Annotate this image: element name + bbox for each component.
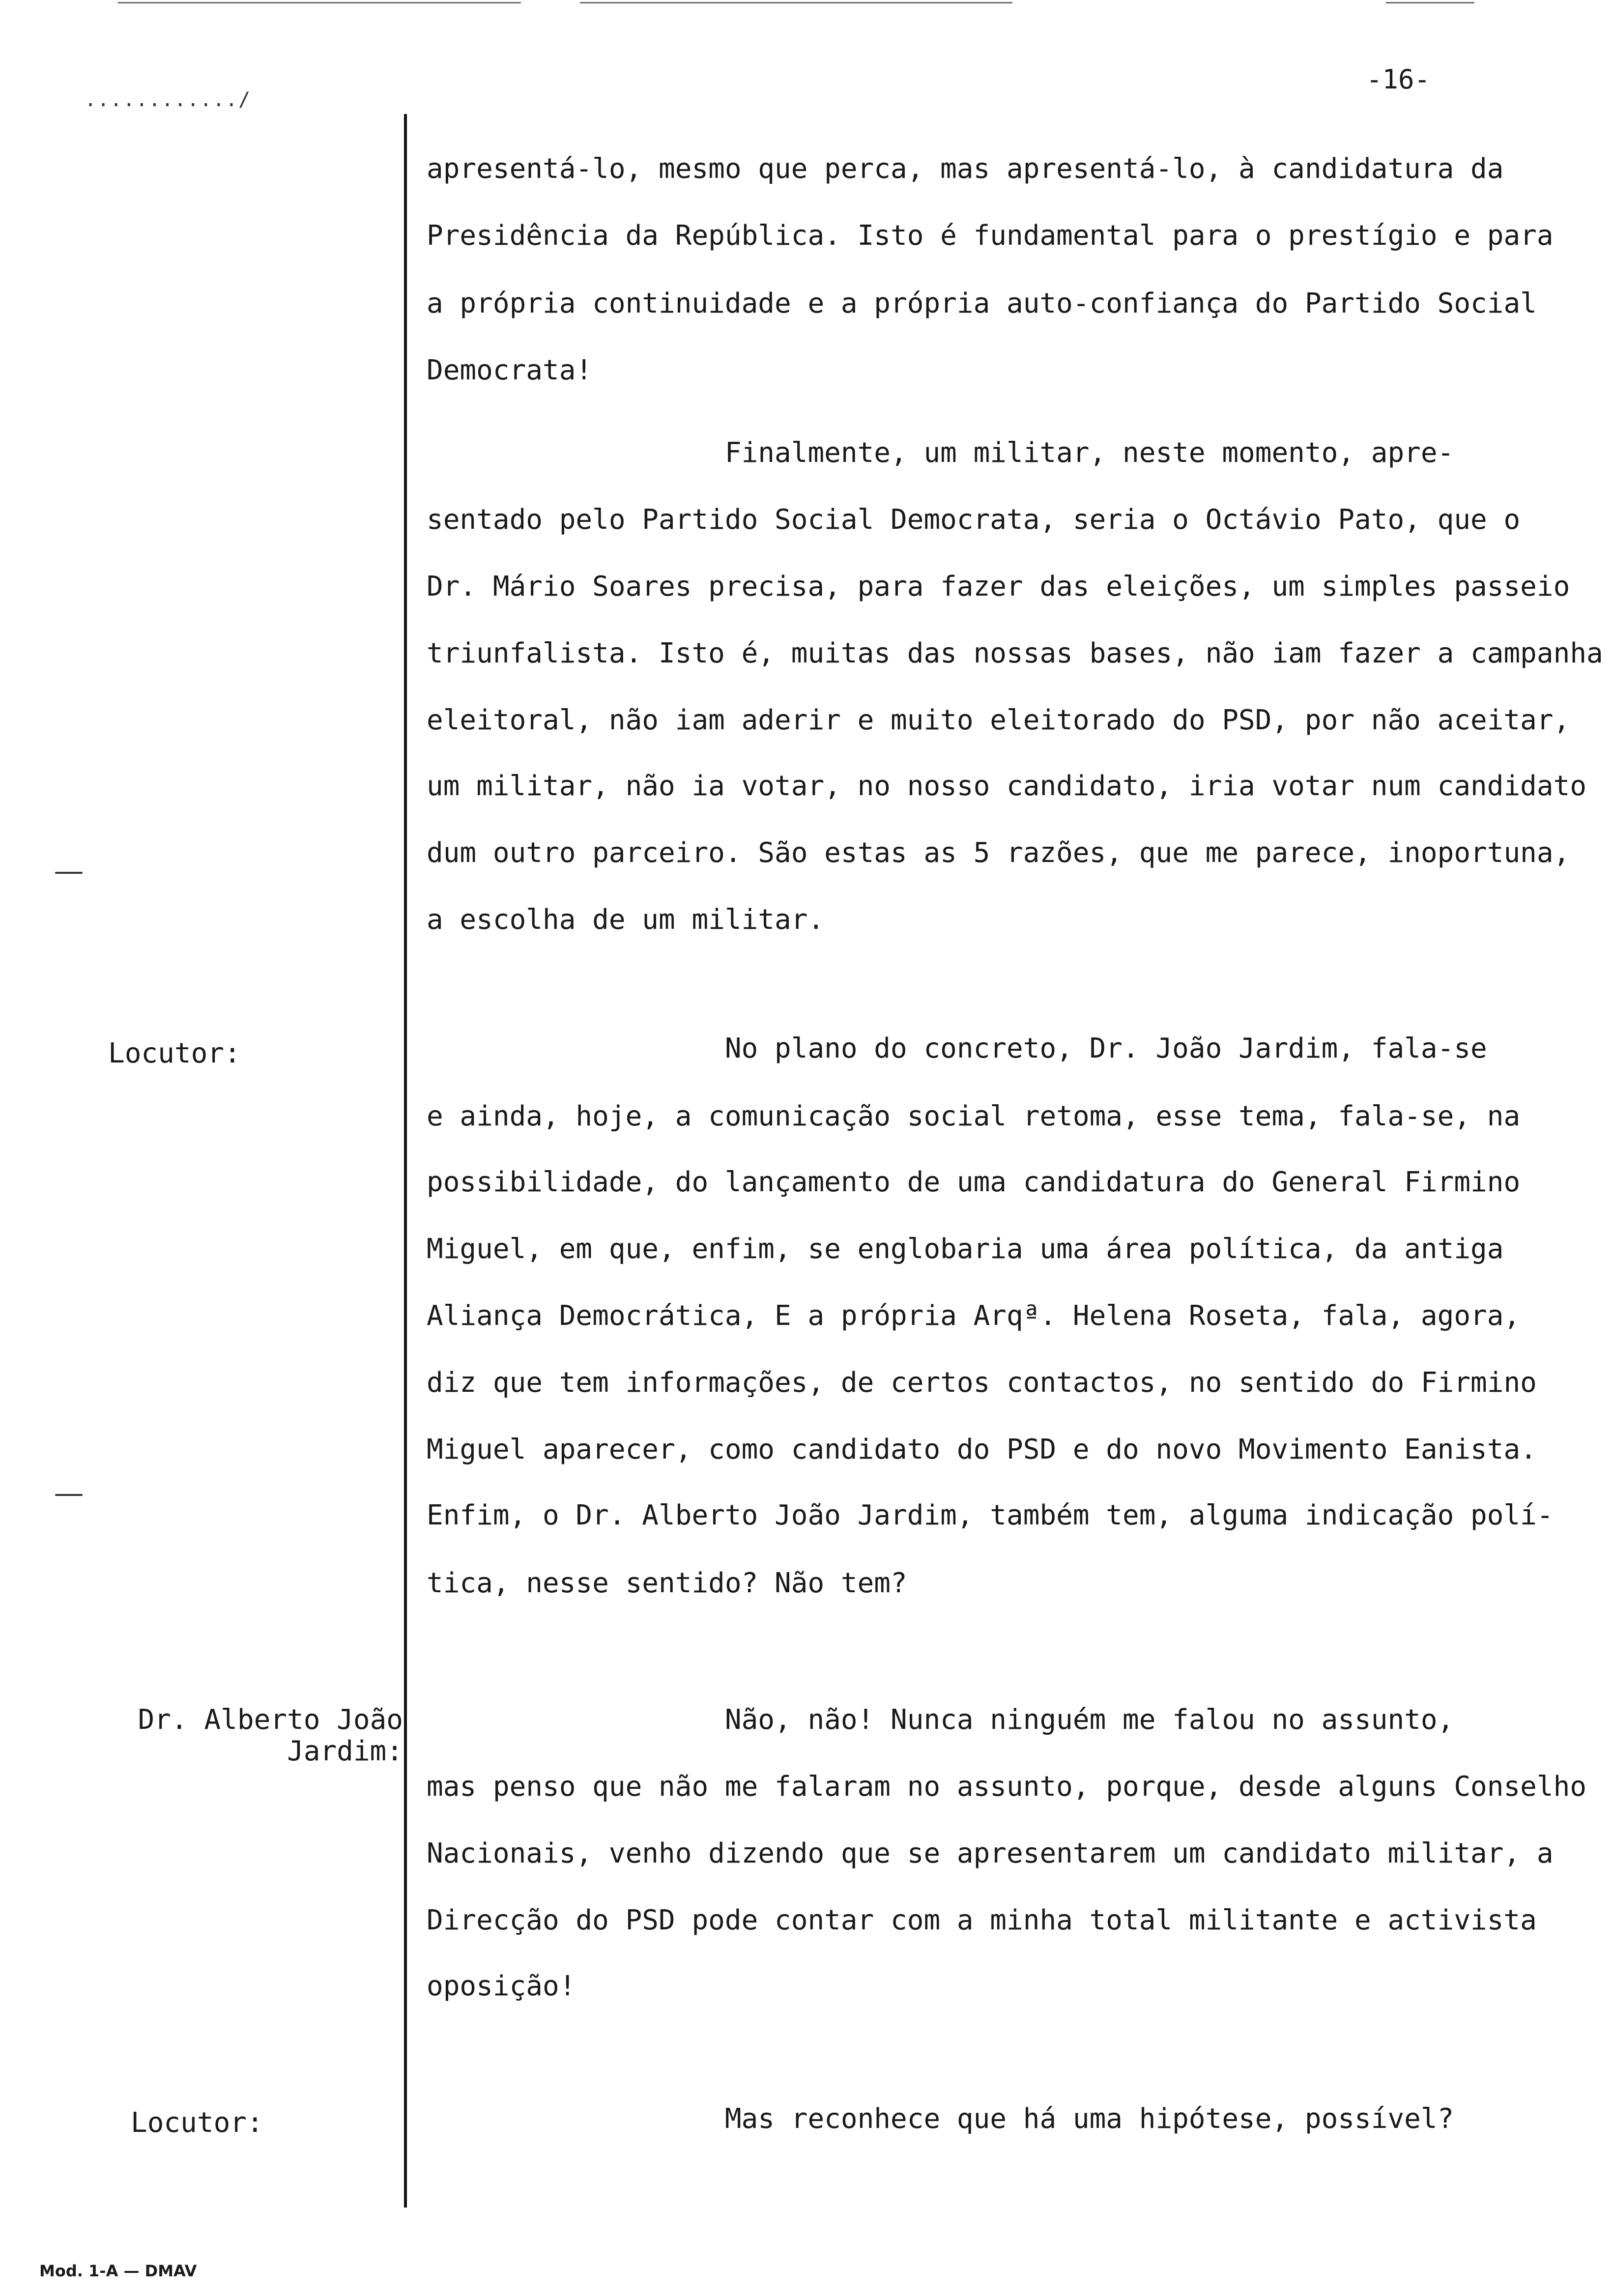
text-line: dum outro parceiro. São estas as 5 razões, que me parece, inoportuna, [427,837,1570,869]
top-rule [118,2,521,3]
text-line: sentado pelo Partido Social Democrata, seria o Octávio Pato, que o [427,504,1521,536]
text-line: Miguel aparecer, como candidato do PSD e do novo Movimento Eanista. [427,1434,1537,1465]
text-line: Dr. Mário Soares precisa, para fazer das eleições, um simples passeio [427,571,1570,603]
margin-rule [404,114,407,2208]
text-line: Nacionais, venho dizendo que se apresentarem um candidato militar, a [427,1837,1554,1869]
text-line: um militar, não ia votar, no nosso candidato, iria votar num candidato [427,770,1587,802]
text-line: a escolha de um militar. [427,904,825,936]
top-rule [580,2,1012,3]
text-line: tica, nesse sentido? Não tem? [427,1567,907,1599]
text-line: apresentá-lo, mesmo que perca, mas apresentá-lo, à candidatura da [427,153,1504,185]
margin-mark [55,1494,83,1496]
speaker-label-jardim: Dr. Alberto João Jardim: [138,1704,403,1767]
text-line: a própria continuidade e a própria auto-confiança do Partido Social [427,287,1537,319]
speaker-label-locutor: Locutor: [108,1037,241,1069]
text-line: Direcção do PSD pode contar com a minha total militante e activista [427,1904,1537,1936]
text-line: oposição! [427,1970,576,2002]
text-line: Presidência da República. Isto é fundamental para o prestígio e para [427,220,1554,252]
text-line: Mas reconhece que há uma hipótese, possível? [427,2103,1454,2135]
form-code: Mod. 1-A — DMAV [39,2262,197,2280]
text-line: No plano do concreto, Dr. João Jardim, fala-se [427,1033,1487,1064]
text-line: Aliança Democrática, E a própria Arqª. Helena Roseta, fala, agora, [427,1300,1521,1332]
margin-mark [55,872,83,874]
text-line: possibilidade, do lançamento de uma candidatura do General Firmino [427,1166,1521,1198]
reference-mark: ............/ [85,88,252,111]
text-line: eleitoral, não iam aderir e muito eleitorado do PSD, por não aceitar, [427,704,1570,736]
speaker-label-locutor: Locutor: [131,2107,263,2139]
text-line: mas penso que não me falaram no assunto, porque, desde alguns Conselho [427,1771,1587,1803]
text-line: Finalmente, um militar, neste momento, apre- [427,437,1454,469]
page-number: -16- [1366,64,1431,95]
text-line: diz que tem informações, de certos contactos, no sentido do Firmino [427,1367,1537,1399]
text-line: Enfim, o Dr. Alberto João Jardim, também tem, alguma indicação polí- [427,1499,1554,1531]
top-rule [1386,2,1474,3]
text-line: Miguel, em que, enfim, se englobaria uma área política, da antiga [427,1233,1504,1265]
text-line: e ainda, hoje, a comunicação social retoma, esse tema, fala-se, na [427,1100,1521,1132]
text-line: Democrata! [427,354,593,386]
text-line: Não, não! Nunca ninguém me falou no assunto, [427,1704,1454,1736]
text-line: triunfalista. Isto é, muitas das nossas bases, não iam fazer a campanha [427,637,1603,669]
